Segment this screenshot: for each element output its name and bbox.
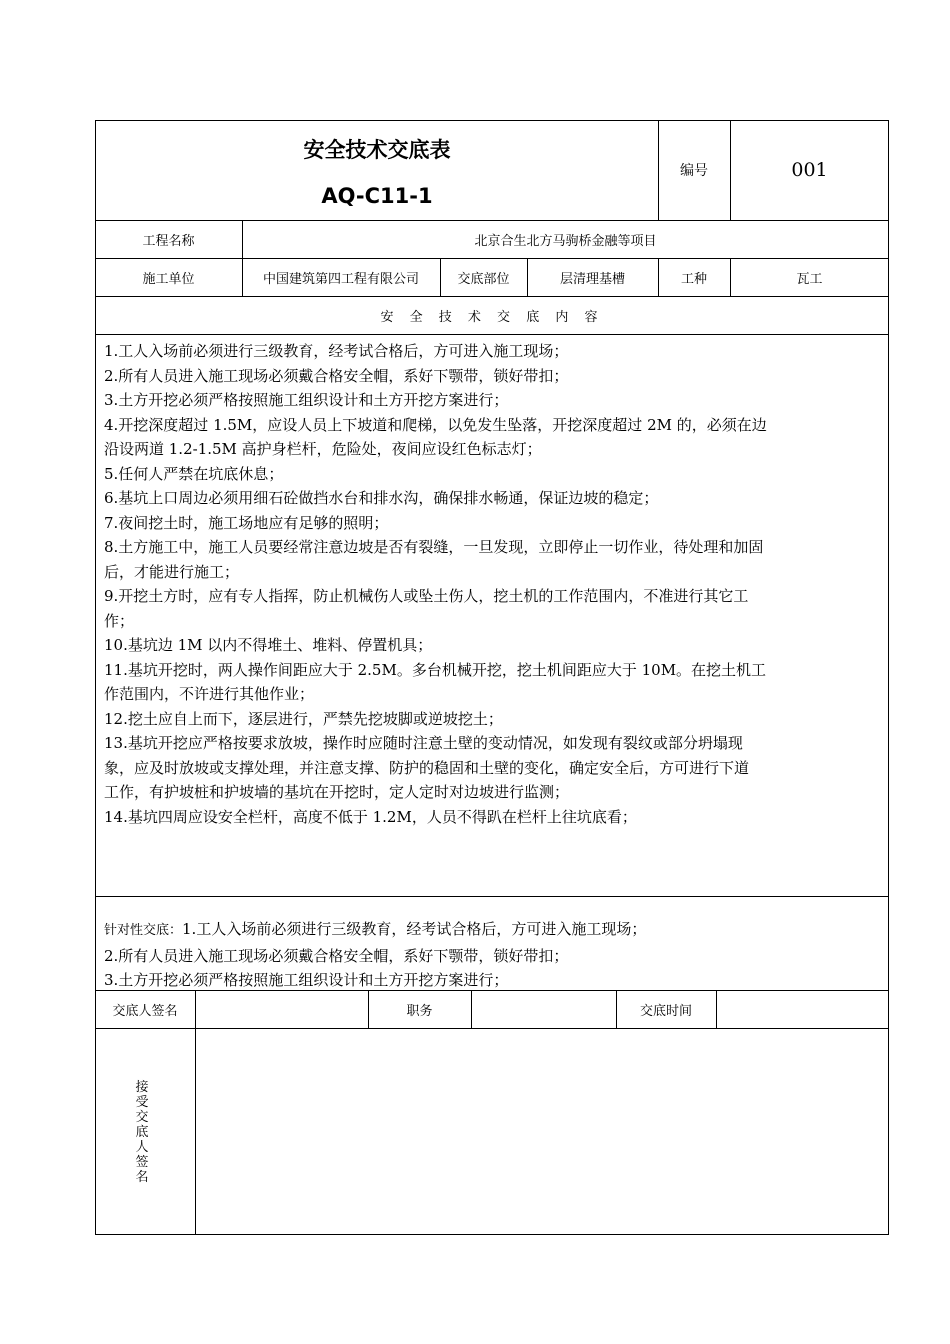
content-line: 13.基坑开挖应严格按要求放坡，操作时应随时注意土壁的变动情况，如发现有裂纹或部分坍塌现 [104,734,743,752]
content-line: 8.土方施工中，施工人员要经常注意边坡是否有裂缝，一旦发现，立即停止一切作业，待处理和加固 [104,538,764,556]
content-line: 9.开挖土方时，应有专人指挥，防止机械伤人或坠土伤人，挖土机的工作范围内，不准进行其它工 [104,587,749,605]
content-line: 后，才能进行施工； [104,562,240,581]
row-divider [95,896,889,897]
trade-value: 瓦工 [796,271,823,287]
targeted-line [104,917,884,944]
content-line: 工作，有护坡桩和护坡墙的基坑在开挖时，定人定时对边坡进行监测； [104,783,570,801]
content-line: 11.基坑开挖时，两人操作间距应大于 2.5M。多台机械开挖，挖土机间距应大于 10M。在挖土机工 [104,660,767,679]
receiver-label-char: 签 [135,1155,149,1170]
targeted-label: 针对性交底： [104,923,183,938]
form-code: AQ-C11-1 [321,184,433,208]
receiver-label [132,1080,152,1185]
position-field[interactable] [471,990,616,1028]
trade-label: 工种 [680,271,707,287]
part-label: 交底部位 [457,271,510,287]
content-line: 5.任何人严禁在坑底休息； [104,464,284,483]
content-line: 4.开挖深度超过 1.5M，应设人员上下坡道和爬梯，以免发生坠落，开挖深度超过 2M 的，必须在边 [104,415,767,434]
signer-field[interactable] [195,990,368,1028]
content-line: 7.夜间挖土时，施工场地应有足够的照明； [104,513,389,532]
targeted-text: 1.工人入场前必须进行三级教育，经考试合格后，方可进入施工现场； [182,920,647,938]
project-label: 工程名称 [142,233,195,249]
content-line: 6.基坑上口周边必须用细石砼做挡水台和排水沟，确保排水畅通，保证边坡的稳定； [104,489,659,507]
content-line: 3.土方开挖必须严格按照施工组织设计和土方开挖方案进行； [104,391,509,409]
time-label: 交底时间 [639,1003,692,1019]
content-line: 12.挖土应自上而下，逐层进行，严禁先挖坡脚或逆坡挖土； [104,709,503,728]
unit-label: 施工单位 [142,271,195,287]
content-line: 1.工人入场前必须进行三级教育，经考试合格后，方可进入施工现场； [104,342,569,360]
receiver-label-char: 接 [135,1080,149,1095]
project-value: 北京合生北方马驹桥金融等项目 [474,233,657,249]
content-line: 沿设两道 1.2-1.5M 高护身栏杆，危险处，夜间应设红色标志灯； [104,440,542,458]
signer-label: 交底人签名 [112,1003,178,1019]
position-label: 职务 [406,1003,433,1019]
content-line: 10.基坑边 1M 以内不得堆土、堆料、停置机具； [104,636,433,654]
targeted-line: 3.土方开挖必须严格按照施工组织设计和土方开挖方案进行； [104,971,509,989]
number-value: 001 [791,159,828,181]
targeted-line: 2.所有人员进入施工现场必须戴合格安全帽，系好下颚带，锁好带扣； [104,946,569,965]
safety-content [104,339,884,829]
section-heading: 安 全 技 术 交 底 内 容 [380,309,604,325]
receiver-label-char: 受 [135,1095,149,1110]
content-line: 14.基坑四周应设安全栏杆，高度不低于 1.2M，人员不得趴在栏杆上往坑底看； [104,807,637,826]
content-line: 作； [104,611,135,630]
receiver-label-char: 人 [135,1140,149,1155]
content-line: 象，应及时放坡或支撑处理，并注意支撑、防护的稳固和土壁的变化，确定安全后，方可进行下道 [104,758,750,777]
content-line: 2.所有人员进入施工现场必须戴合格安全帽，系好下颚带，锁好带扣； [104,366,569,385]
content-line: 作范围内，不许进行其他作业； [104,685,315,703]
number-label: 编号 [680,163,708,179]
receiver-label-char: 底 [135,1125,149,1140]
time-field[interactable] [716,990,889,1028]
part-value: 层清理基槽 [559,271,625,287]
receiver-label-char: 名 [135,1170,149,1185]
receiver-signature-area[interactable] [196,1029,888,1234]
unit-value: 中国建筑第四工程有限公司 [262,271,419,287]
form-title: 安全技术交底表 [303,138,451,162]
receiver-label-char: 交 [135,1110,149,1125]
targeted-content [104,917,884,993]
row-divider [95,334,889,335]
